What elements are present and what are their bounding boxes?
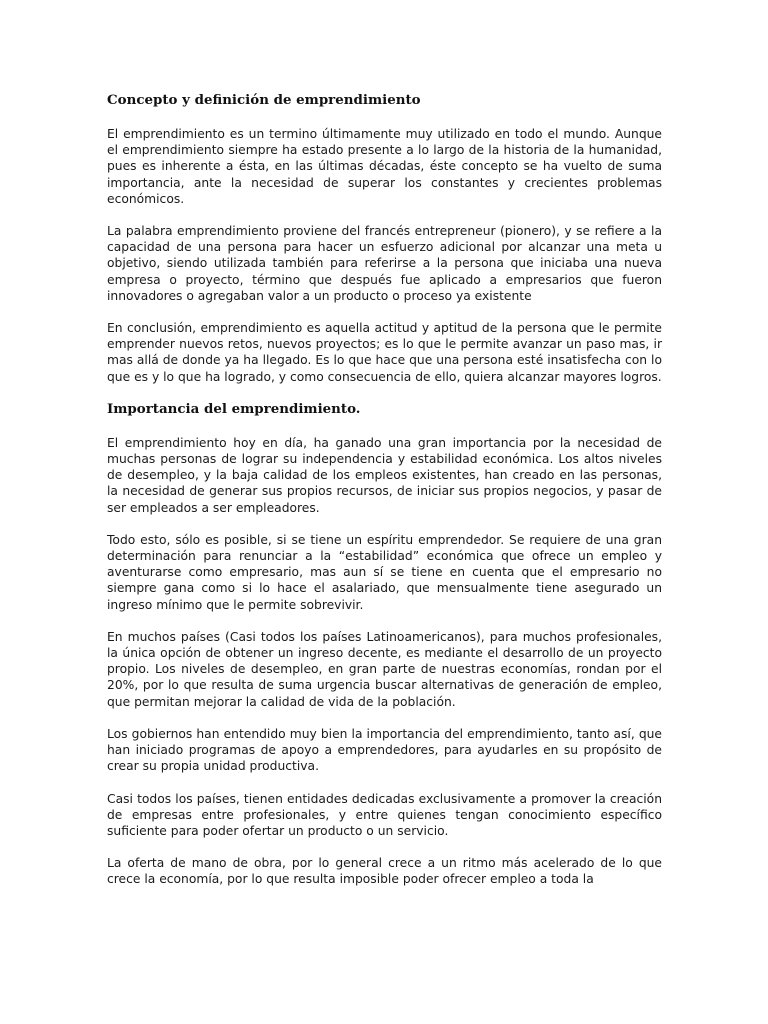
paragraph-4: El emprendimiento hoy en día, ha ganado una gran importancia por la necesidad de muchas personas de lograr su independencia y estabilidad económica. Los altos niveles de desempleo, y la baja calidad de los empleos existentes, han creado en las personas, la necesidad de generar sus propios recursos, de iniciar sus propios negocios, y pasar de ser empleados a ser empleadores. bbox=[107, 435, 662, 515]
paragraph-3: En conclusión, emprendimiento es aquella actitud y aptitud de la persona que le permite emprender nuevos retos, nuevos proyectos; es lo que le permite avanzar un paso mas, ir mas allá de donde ya ha llegado. Es lo que hace que una persona esté insatisfecha con lo que es y lo que ha logrado, y como consecuencia de ello, quiera alcanzar mayores logros. bbox=[107, 321, 662, 384]
section-heading-importancia: Importancia del emprendimiento. bbox=[107, 400, 361, 417]
paragraph-8: Casi todos los países, tienen entidades dedicadas exclusivamente a promover la creación de empresas entre profesionales, y entre quienes tengan conocimiento específico suficiente para poder ofertar un producto o un servicio. bbox=[107, 791, 662, 838]
paragraph-1: El emprendimiento es un termino últimamente muy utilizado en todo el mundo. Aunque el emprendimiento siempre ha estado presente a lo largo de la historia de la humanidad, pues es inherente a ésta, en las últimas décadas, éste concepto se ha vuelto de suma importancia, ante la necesidad de superar los constantes y crecientes problemas económicos. bbox=[107, 127, 662, 206]
paragraph-2: La palabra emprendimiento proviene del francés entrepreneur (pionero), y se refiere a la capacidad de una persona para hacer un esfuerzo adicional por alcanzar una meta u objetivo, siendo utilizada también para referirse a la persona que iniciaba una nueva empresa o proyecto, término que después fue aplicado a empresarios que fueron innovadores o agregaban valor a un producto o proceso ya existente bbox=[107, 224, 662, 303]
paragraph-5: Todo esto, sólo es posible, si se tiene un espíritu emprendedor. Se requiere de una gran determinación para renunciar a la “estabilidad” económica que ofrece un empleo y aventurarse como empresario, mas aun sí se tiene en cuenta que el empresario no siempre gana como si lo hace el asalariado, que mensualmente tiene asegurado un ingreso mínimo que le permite sobrevivir. bbox=[107, 532, 662, 612]
document-body bbox=[107, 92, 662, 904]
paragraph-7: Los gobiernos han entendido muy bien la importancia del emprendimiento, tanto así, que han iniciado programas de apoyo a emprendedores, para ayudarles en su propósito de crear su propia unidad productiva. bbox=[107, 726, 662, 774]
section-heading-concepto: Concepto y definición de emprendimiento bbox=[107, 92, 421, 108]
paragraph-9: La oferta de mano de obra, por lo general crece a un ritmo más acelerado de lo que crece la economía, por lo que resulta imposible poder ofrecer empleo a toda la bbox=[107, 856, 662, 887]
paragraph-6: En muchos países (Casi todos los países Latinoamericanos), para muchos profesionales, la única opción de obtener un ingreso decente, es mediante el desarrollo de un proyecto propio. Los niveles de desempleo, en gran parte de nuestras economías, rondan por el 20%, por lo que resulta de suma urgencia buscar alternativas de generación de empleo, que permitan mejorar la calidad de vida de la población. bbox=[107, 629, 662, 709]
